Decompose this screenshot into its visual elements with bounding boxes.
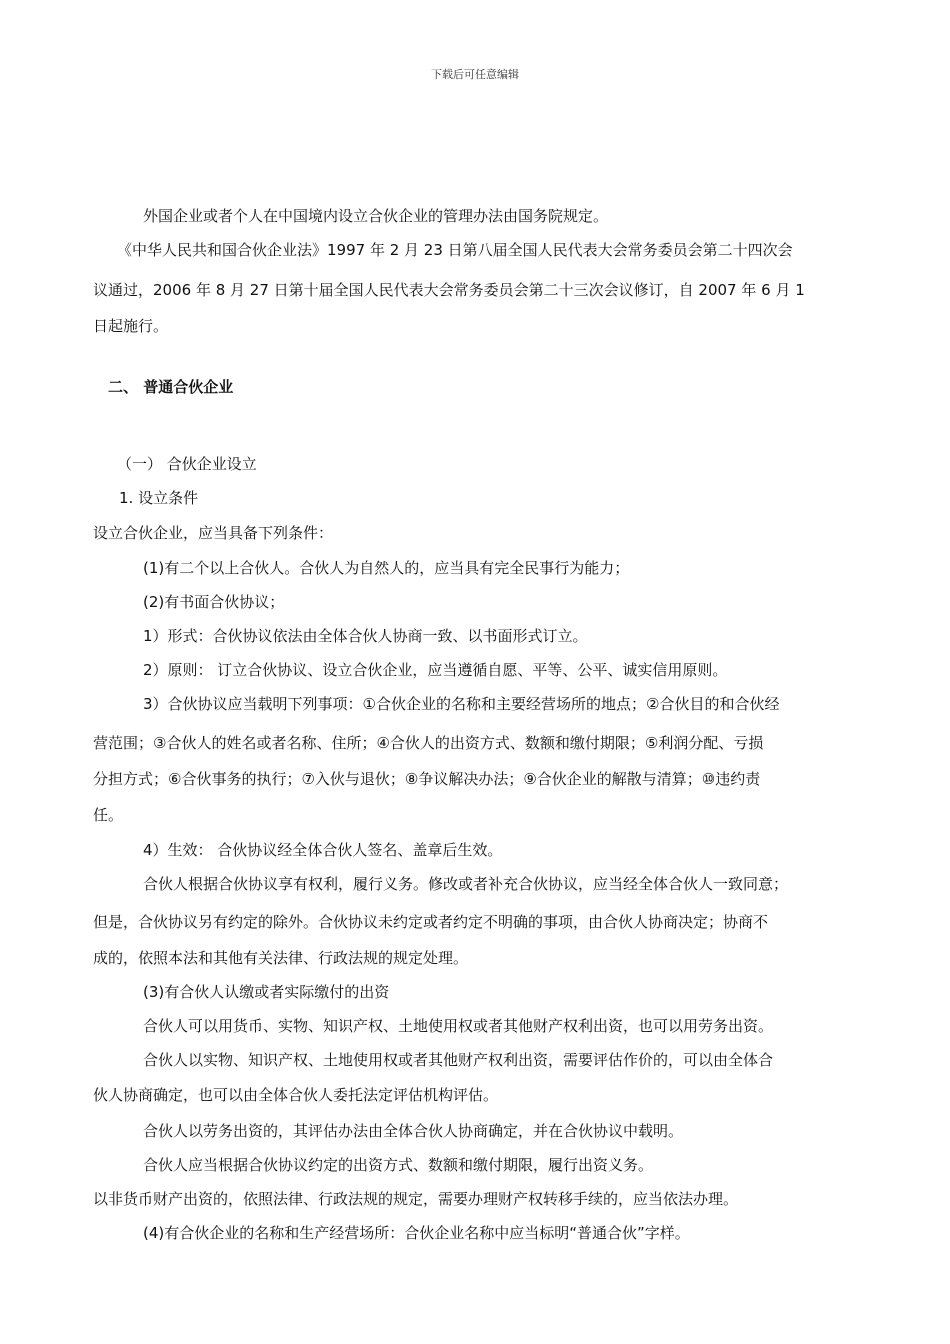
paragraph-labor-contribution: 合伙人以劳务出资的，其评估办法由全体合伙人协商确定，并在合伙协议中载明。: [143, 1122, 684, 1140]
paragraph-law-line-2: 议通过，2006 年 8 月 27 日第十届全国人民代表大会常务委员会第二十三次会议修订，自 2007 年 6 月 1: [93, 281, 805, 299]
condition-2-principle: 2）原则： 订立合伙协议、设立合伙企业，应当遵循自愿、平等、公平、诚实信用原则。: [143, 661, 728, 679]
condition-2-items-line-2: 营范围；③合伙人的姓名或者名称、住所；④合伙人的出资方式、数额和缴付期限；⑤利润分配、亏损: [93, 734, 764, 752]
condition-2-items-line-4: 任。: [93, 806, 124, 824]
paragraph-conditions-intro: 设立合伙企业，应当具备下列条件：: [93, 524, 334, 542]
paragraph-rights-line-1: 合伙人根据合伙协议享有权利，履行义务。修改或者补充合伙协议，应当经全体合伙人一致同意；: [143, 875, 789, 893]
condition-2-form: 1）形式：合伙协议依法由全体合伙人协商一致、以书面形式订立。: [143, 627, 588, 645]
condition-3: (3)有合伙人认缴或者实际缴付的出资: [143, 983, 390, 1001]
subsection-heading-establishment: （一） 合伙企业设立: [117, 455, 257, 473]
paragraph-foreign-enterprise: 外国企业或者个人在中国境内设立合伙企业的管理办法由国务院规定。: [143, 207, 609, 225]
condition-2: (2)有书面合伙协议；: [143, 593, 285, 611]
paragraph-law-line-1: 《中华人民共和国合伙企业法》1997 年 2 月 23 日第八届全国人民代表大会常务委员会第二十四次会: [117, 241, 793, 259]
paragraph-valuation-line-1: 合伙人以实物、知识产权、土地使用权或者其他财产权利出资，需要评估作价的，可以由全体合: [143, 1051, 774, 1069]
paragraph-law-line-3: 日起施行。: [93, 317, 169, 335]
condition-2-items-line-1: 3）合伙协议应当载明下列事项：①合伙企业的名称和主要经营场所的地点；②合伙目的和合伙经: [143, 695, 780, 713]
paragraph-contribution-obligation: 合伙人应当根据合伙协议约定的出资方式、数额和缴付期限，履行出资义务。: [143, 1156, 654, 1174]
paragraph-non-monetary: 以非货币财产出资的，依照法律、行政法规的规定，需要办理财产权转移手续的，应当依法办理。: [93, 1190, 739, 1208]
paragraph-contribution-types: 合伙人可以用货币、实物、知识产权、土地使用权或者其他财产权利出资，也可以用劳务出资。: [143, 1017, 774, 1035]
condition-2-items-line-3: 分担方式；⑥合伙事务的执行；⑦入伙与退伙；⑧争议解决办法；⑨合伙企业的解散与清算；⑩违约责: [93, 770, 761, 788]
paragraph-valuation-line-2: 伙人协商确定，也可以由全体合伙人委托法定评估机构评估。: [93, 1086, 499, 1104]
condition-2-effect: 4）生效： 合伙协议经全体合伙人签名、盖章后生效。: [143, 841, 503, 859]
section-heading-general-partnership: 二、 普通合伙企业: [108, 378, 234, 396]
paragraph-rights-line-2: 但是，合伙协议另有约定的除外。合伙协议未约定或者约定不明确的事项，由合伙人协商决定；协商不: [93, 913, 769, 931]
condition-4: (4)有合伙企业的名称和生产经营场所：合伙企业名称中应当标明“普通合伙”字样。: [143, 1224, 690, 1242]
page-header: 下载后可任意编辑: [431, 68, 519, 81]
item-heading-conditions: 1. 设立条件: [119, 489, 199, 507]
condition-1: (1)有二个以上合伙人。合伙人为自然人的，应当具有完全民事行为能力；: [143, 559, 630, 577]
paragraph-rights-line-3: 成的，依照本法和其他有关法律、行政法规的规定处理。: [93, 949, 469, 967]
